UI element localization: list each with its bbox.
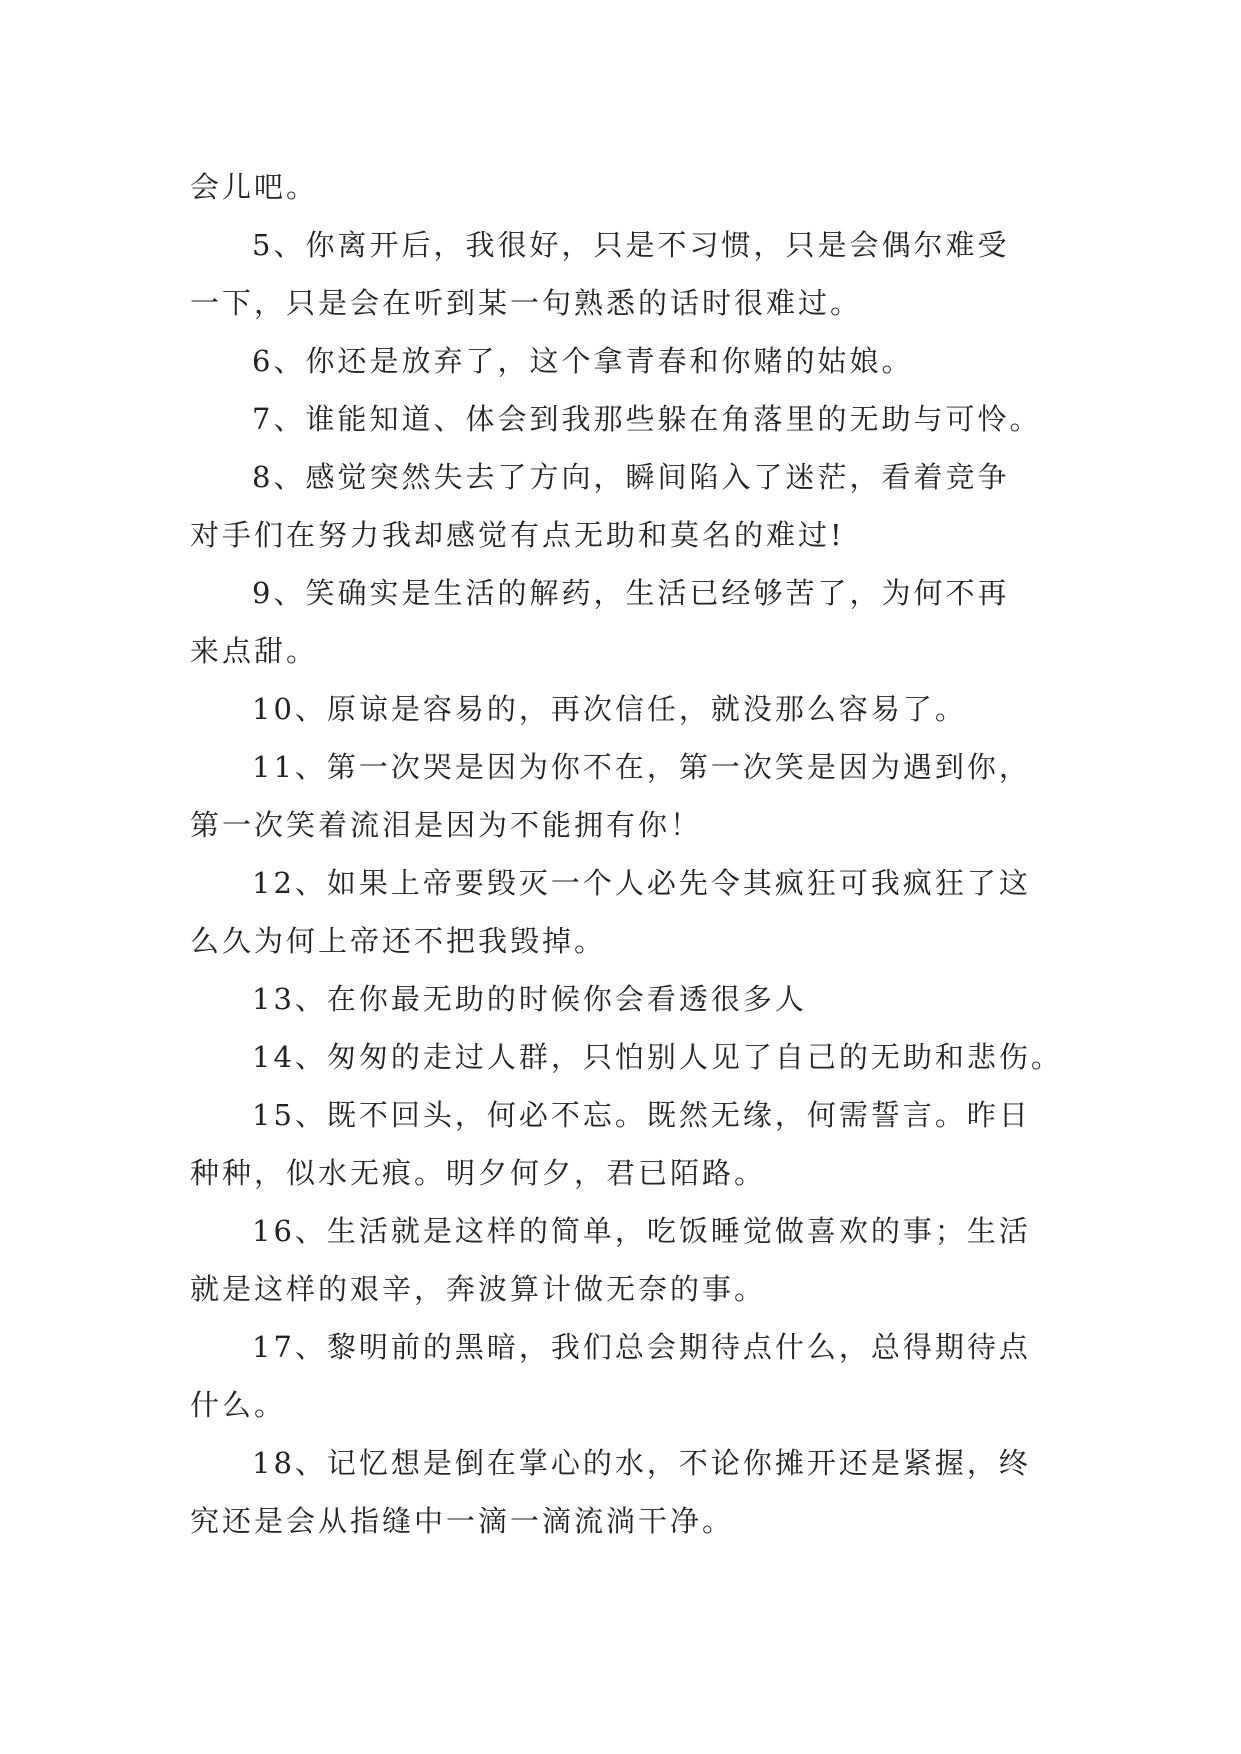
text-line: 13、在你最无助的时候你会看透很多人: [252, 982, 807, 1016]
text-line: 来点甜。: [190, 634, 319, 668]
text-line: 6、你还是放弃了，这个拿青春和你赌的姑娘。: [252, 344, 914, 378]
text-line: 一下，只是会在听到某一句熟悉的话时很难过。: [190, 286, 863, 320]
text-line: 么久为何上帝还不把我毁掉。: [190, 924, 607, 958]
text-line: 17、黎明前的黑暗，我们总会期待点什么，总得期待点: [252, 1330, 1031, 1364]
text-line: 8、感觉突然失去了方向，瞬间陷入了迷茫，看着竞争: [252, 460, 1010, 494]
text-line: 究还是会从指缝中一滴一滴流淌干净。: [190, 1504, 735, 1538]
text-line: 14、匆匆的走过人群，只怕别人见了自己的无助和悲伤。: [252, 1040, 1063, 1074]
text-line: 12、如果上帝要毁灭一个人必先令其疯狂可我疯狂了这: [252, 866, 1031, 900]
text-line: 第一次笑着流泪是因为不能拥有你！: [190, 808, 703, 842]
text-line: 什么。: [190, 1388, 287, 1422]
text-line: 种种，似水无痕。明夕何夕，君已陌路。: [190, 1156, 767, 1190]
text-line: 对手们在努力我却感觉有点无助和莫名的难过!: [190, 518, 845, 552]
text-line: 11、第一次哭是因为你不在，第一次笑是因为遇到你，: [252, 750, 1031, 784]
text-line: 18、记忆想是倒在掌心的水，不论你摊开还是紧握，终: [252, 1446, 1031, 1480]
text-line: 10、原谅是容易的，再次信任，就没那么容易了。: [252, 692, 967, 726]
text-line: 会儿吧。: [190, 170, 319, 204]
text-line: 7、谁能知道、体会到我那些躲在角落里的无助与可怜。: [252, 402, 1042, 436]
text-line: 5、你离开后，我很好，只是不习惯，只是会偶尔难受: [252, 228, 1010, 262]
text-line: 16、生活就是这样的简单，吃饭睡觉做喜欢的事；生活: [252, 1214, 1031, 1248]
text-line: 9、笑确实是生活的解药，生活已经够苦了，为何不再: [252, 576, 1010, 610]
text-line: 就是这样的艰辛，奔波算计做无奈的事。: [190, 1272, 767, 1306]
document-body: [190, 158, 1063, 1550]
text-line: 15、既不回头，何必不忘。既然无缘，何需誓言。昨日: [252, 1098, 1031, 1132]
